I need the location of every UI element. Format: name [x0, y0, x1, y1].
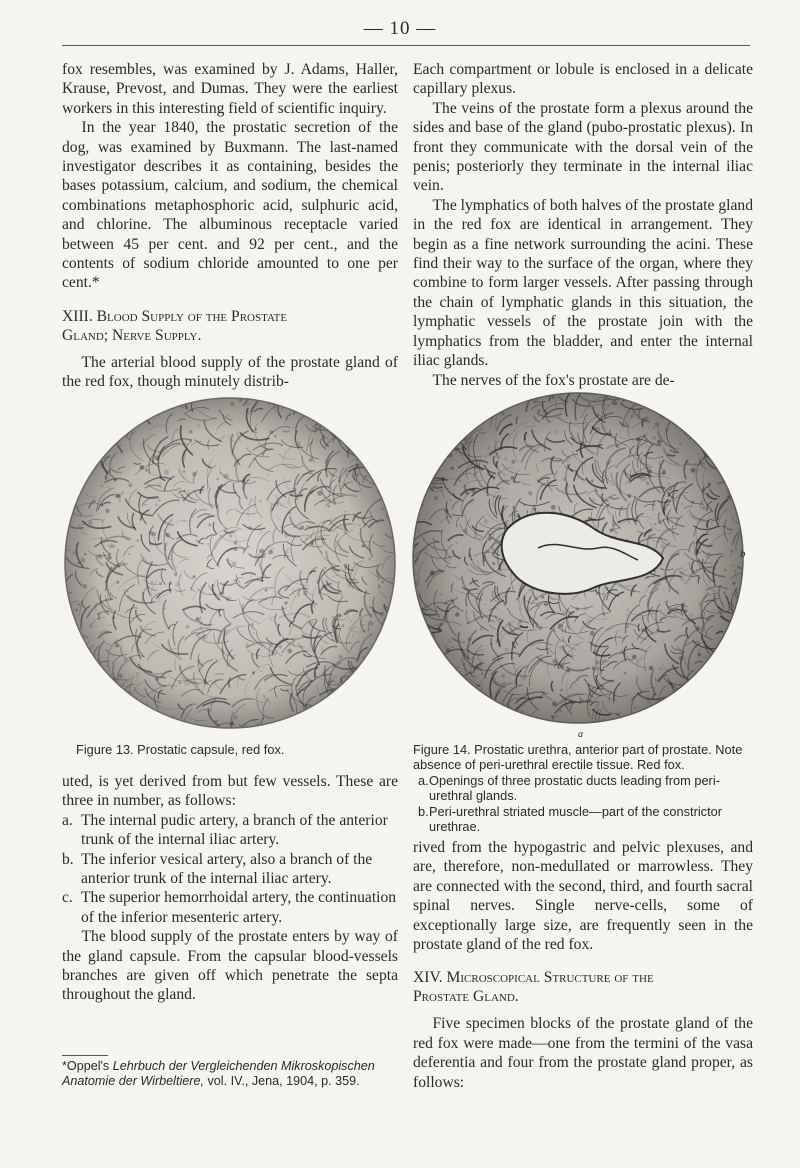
right-paragraph-3: The lymphatics of both halves of the prostate gland in the red fox are identical in arrangement. They begin as a fine network surrounding the acini. These find their way to the surface of the organ, where they combine to form larger vessels. After passing through the chain of lymphatic glands in this situation, the lymphatic vessels of the prostate join with the lymphatics from the bladder, and enter the internal iliac glands.	[413, 196, 753, 370]
right-paragraph-4: The nerves of the fox's prostate are de-	[432, 371, 675, 389]
left-paragraph-1: fox resembles, was examined by J. Adams, Haller, Krause, Prevost, and Dumas. They were the earliest workers in this interesting field of scientific inquiry.	[62, 61, 398, 117]
legend-item: b. Peri-urethral striated muscle—part of the constrictor urethrae.	[418, 803, 723, 835]
right-paragraph-1: Each compartment or lobule is enclosed in a delicate capillary plexus.	[413, 61, 753, 98]
figure-14-micrograph	[408, 388, 748, 728]
page-number: — 10 —	[363, 18, 437, 39]
left-paragraph-4: uted, is yet derived from but few vessels. These are three in number, as follows:	[62, 773, 398, 810]
left-column-top	[62, 60, 398, 392]
figure-13-micrograph	[60, 393, 400, 733]
section-heading-xiv	[413, 968, 753, 1006]
right-paragraph-5: rived from the hypogastric and pelvic plexuses, and are, therefore, non-medullated or marrowless. They are connected with the second, third, and fourth sacral spinal nerves. Single nerve-cells, some of exceptionally large size, are frequently seen in the prostate gland of the red fox.	[413, 839, 753, 954]
figure-14-caption	[413, 742, 750, 834]
footnote	[62, 1055, 398, 1089]
section-heading-xiii-line1: XIII. Blood Supply of the Prostate	[62, 307, 288, 325]
section-heading-xiv-line1: XIV. Microscopical Structure of the	[413, 969, 654, 987]
right-paragraph-2: The veins of the prostate form a plexus around the sides and base of the gland (pubo-prostatic plexus). In front they communicate with the dorsal vein of the penis; posteriorly they terminate in the internal iliac vein.	[413, 99, 753, 195]
figure-14-caption-text: Figure 14. Prostatic urethra, anterior part of prostate. Note absence of peri-urethral erectile tissue. Red fox.	[413, 742, 743, 773]
footnote-author: *Oppel's	[62, 1059, 110, 1073]
right-column-top	[413, 60, 753, 390]
figure-13-caption: Figure 13. Prostatic capsule, red fox.	[76, 742, 285, 757]
header-rule	[62, 45, 750, 46]
left-paragraph-2: In the year 1840, the prostatic secretion of the dog, was examined by Buxmann. The last-named investigator describes it as containing, besides the bases potassium, calcium, and sodium, the chemical combinations metaphosphoric acid, sulphuric acid, and chlorine. The albuminous receptacle varied between 45 per cent. and 92 per cent., and the contents of sodium chloride amounted to one per cent.*	[62, 119, 398, 292]
left-paragraph-3: The arterial blood supply of the prostate gland of the red fox, though minutely distrib-	[62, 353, 398, 391]
left-paragraph-5: The blood supply of the prostate enters by way of the gland capsule. From the capsular blood-vessels branches are given off which penetrate the septa throughout the gland.	[62, 928, 398, 1004]
footnote-title: Lehrbuch der Vergleichenden Mikroskopischen Anatomie der Wirbeltiere,	[62, 1059, 375, 1089]
figure-14-legend	[413, 773, 750, 835]
section-heading-xiii	[62, 307, 398, 345]
figure-14-marker-a: a	[578, 729, 583, 740]
footnote-rule	[62, 1055, 108, 1056]
right-paragraph-6: Five specimen blocks of the prostate gland of the red fox were made—one from the termini of the vasa deferentia and four from the prostate gland proper, as follows:	[413, 1015, 753, 1091]
right-column-bottom	[413, 838, 753, 1092]
list-item: b. The inferior vesical artery, also a branch of the anterior trunk of the internal iliac artery.	[62, 850, 373, 888]
figure-14-marker-b: b	[740, 548, 746, 560]
list-item: c. The superior hemorrhoidal artery, the continuation of the inferior mesenteric artery.	[62, 889, 397, 926]
section-heading-xiv-line2: Prostate Gland.	[413, 988, 519, 1006]
section-heading-xiii-line2: Gland; Nerve Supply.	[62, 326, 202, 344]
artery-list	[62, 811, 398, 927]
footnote-rest: vol. IV., Jena, 1904, p. 359.	[207, 1074, 360, 1089]
list-item: a. The internal pudic artery, a branch of the anterior trunk of the internal iliac artery.	[62, 811, 388, 849]
legend-item: a. Openings of three prostatic ducts leading from peri-urethral glands.	[418, 772, 720, 804]
left-column-bottom	[62, 772, 398, 1005]
